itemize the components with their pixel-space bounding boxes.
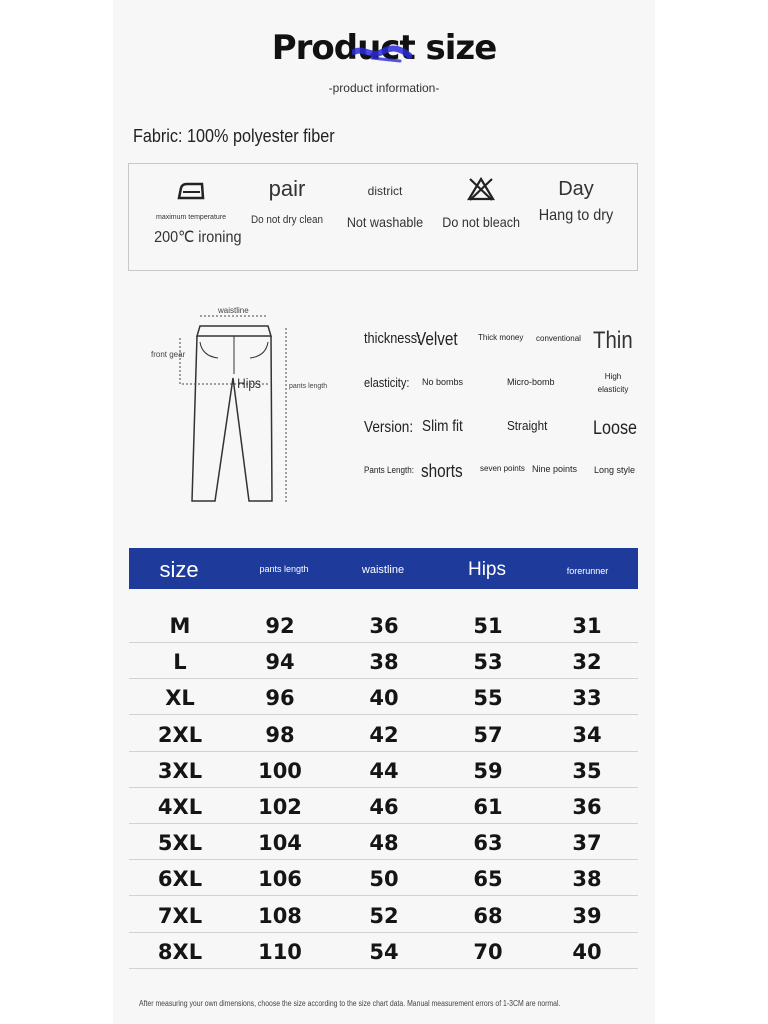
diagram-label-pants-length: pants length	[289, 383, 328, 390]
attr-pants-length-label: Pants Length:	[364, 465, 414, 475]
care-item-dry-clean	[246, 176, 328, 226]
attr-thickness-label: thickness:	[364, 330, 421, 347]
attr-version-option: Straight	[507, 418, 548, 433]
care-label: Do not bleach	[442, 214, 521, 230]
table-cell: 3XL	[157, 758, 203, 783]
page-title: Product size	[271, 28, 497, 68]
table-cell: 32	[572, 650, 602, 675]
table-cell: 5XL	[157, 831, 203, 856]
attr-elasticity-label: elasticity:	[364, 375, 410, 390]
attr-pants-length-option: seven points	[480, 464, 525, 473]
table-header-pants-length: pants length	[259, 564, 309, 574]
table-header-hips: Hips	[467, 559, 506, 580]
size-table-header	[129, 548, 638, 589]
table-cell: 65	[473, 867, 503, 892]
table-cell: 57	[473, 722, 503, 747]
table-cell: 92	[265, 614, 295, 638]
table-cell: 39	[572, 903, 602, 928]
table-cell: 110	[258, 939, 302, 964]
table-cell: 37	[572, 831, 602, 856]
fabric-info: Fabric: 100% polyester fiber	[133, 126, 335, 146]
table-cell: 106	[258, 867, 302, 892]
table-cell: 63	[473, 831, 503, 856]
table-cell: 70	[473, 939, 503, 964]
table-cell: L	[173, 650, 187, 675]
table-cell: 38	[369, 650, 399, 675]
table-cell: M	[169, 614, 191, 638]
table-header-waistline: waistline	[361, 564, 405, 576]
table-cell: 48	[369, 831, 399, 856]
table-cell: 52	[369, 903, 399, 928]
table-row	[129, 787, 638, 824]
table-cell: 4XL	[157, 795, 203, 819]
attr-elasticity-option: Micro-bomb	[507, 377, 555, 387]
table-cell: 40	[572, 939, 602, 964]
table-cell: 40	[369, 686, 399, 711]
table-cell: 50	[369, 867, 399, 892]
table-cell: 100	[258, 758, 302, 783]
table-cell: 98	[265, 722, 295, 747]
diagram-label-hips: Hips	[237, 375, 261, 391]
table-row	[129, 932, 638, 969]
attr-pants-length-option: Nine points	[532, 464, 578, 474]
care-item-ironing	[150, 176, 242, 247]
table-cell: 51	[473, 614, 503, 638]
table-cell: 36	[572, 795, 602, 819]
footnote: After measuring your own dimensions, choose the size according to the size chart data. Manual measurement errors of 1-3CM are normal.	[139, 999, 561, 1008]
table-cell: XL	[165, 686, 195, 711]
care-label: Not washable	[346, 214, 424, 230]
attr-version-option: Slim fit	[422, 418, 463, 435]
attr-version-option: Loose	[593, 418, 638, 439]
attr-pants-length-option: shorts	[421, 461, 463, 481]
table-cell: 36	[369, 614, 399, 638]
care-top-text: pair	[268, 176, 306, 201]
table-cell: 34	[572, 722, 602, 747]
table-cell: 61	[473, 795, 503, 819]
pants-diagram	[140, 300, 340, 515]
table-cell: 102	[258, 795, 302, 819]
table-cell: 35	[572, 758, 602, 783]
table-cell: 6XL	[157, 867, 203, 892]
care-top-text: maximum temperature	[155, 214, 227, 221]
page-subtitle: -product information-	[328, 81, 440, 95]
table-cell: 94	[265, 650, 295, 675]
table-cell: 46	[369, 795, 399, 819]
table-cell: 59	[473, 758, 503, 783]
iron-icon	[176, 178, 206, 202]
care-item-dry	[532, 178, 620, 225]
care-item-bleach	[438, 176, 524, 230]
attr-thickness-option: Thick money	[478, 333, 524, 342]
table-cell: 54	[369, 939, 399, 964]
table-row	[129, 678, 638, 715]
care-top-text: Day	[558, 178, 594, 200]
table-cell: 53	[473, 650, 503, 675]
table-cell: 68	[473, 903, 503, 928]
table-cell: 7XL	[157, 903, 203, 928]
table-row	[129, 715, 638, 752]
table-cell: 108	[258, 903, 302, 928]
table-header-forerunner: forerunner	[566, 566, 609, 576]
attr-elasticity-option: High elasticity	[597, 372, 629, 394]
attr-thickness-option: Velvet	[416, 329, 458, 349]
care-top-text: district	[367, 184, 403, 198]
care-label: Do not dry clean	[250, 214, 324, 226]
table-cell: 8XL	[157, 939, 203, 964]
table-row	[129, 606, 638, 643]
table-cell: 104	[258, 831, 302, 856]
table-cell: 33	[572, 686, 602, 711]
care-label: 200℃ ironing	[154, 229, 242, 246]
table-cell: 96	[265, 686, 295, 711]
no-bleach-icon	[467, 176, 495, 202]
attr-elasticity-option: No bombs	[422, 377, 464, 387]
table-row	[129, 859, 638, 896]
care-label: Hang to dry	[538, 207, 614, 224]
table-cell: 38	[572, 867, 602, 892]
table-cell: 2XL	[157, 722, 203, 747]
table-cell: 42	[369, 722, 399, 747]
table-cell: 55	[473, 686, 503, 711]
table-cell: 31	[572, 614, 602, 638]
attr-thickness-option: Thin	[593, 327, 633, 354]
table-row	[129, 751, 638, 788]
table-row	[129, 823, 638, 860]
diagram-label-front-gear: front gear	[151, 350, 186, 359]
attr-version-label: Version:	[364, 419, 414, 436]
table-header-size: size	[159, 557, 199, 582]
diagram-label-waistline: waistline	[218, 306, 249, 315]
table-row	[129, 896, 638, 933]
table-row	[129, 642, 638, 679]
attr-thickness-option: conventional	[536, 334, 581, 343]
table-cell: 44	[369, 758, 399, 783]
care-item-washable	[342, 184, 428, 230]
attr-pants-length-option: Long style	[594, 465, 636, 475]
